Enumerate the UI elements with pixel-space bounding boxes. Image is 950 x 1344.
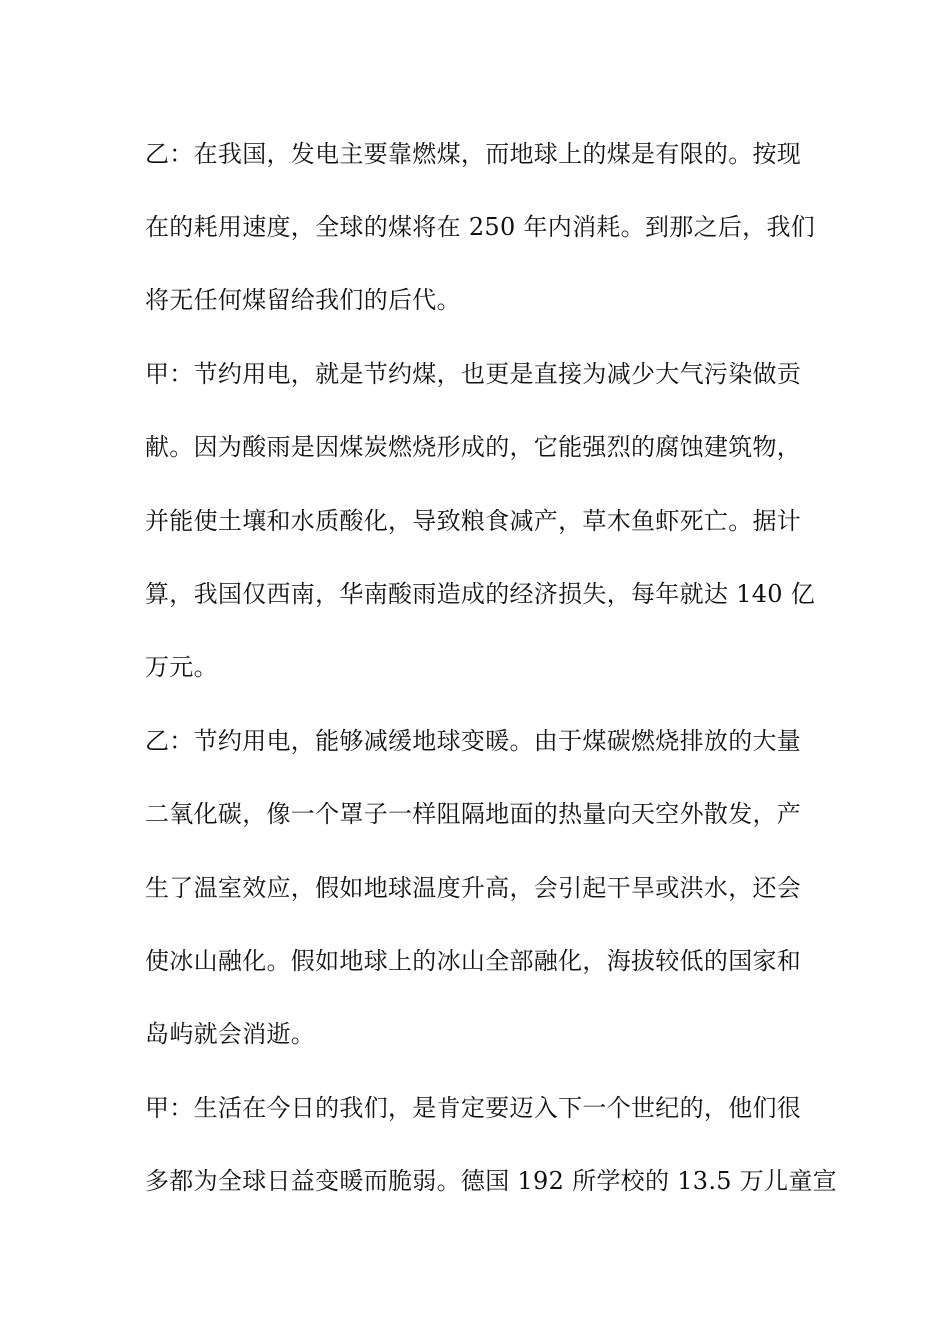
text-line: 甲：生活在今日的我们，是肯定要迈入下一个世纪的，他们很: [145, 1094, 802, 1122]
text-line: 乙：在我国，发电主要靠燃煤，而地球上的煤是有限的。按现: [145, 140, 802, 168]
text-line: 使冰山融化。假如地球上的冰山全部融化，海拔较低的国家和: [145, 947, 802, 975]
text-line: 二氧化碳，像一个罩子一样阻隔地面的热量向天空外散发，产: [145, 800, 802, 828]
text-line: 将无任何煤留给我们的后代。: [145, 286, 461, 314]
text-line: 万元。: [145, 653, 218, 681]
text-line: 献。因为酸雨是因煤炭燃烧形成的，它能强烈的腐蚀建筑物，: [145, 433, 802, 461]
text-line: 生了温室效应，假如地球温度升高，会引起干旱或洪水，还会: [145, 874, 802, 902]
text-line: 多都为全球日益变暖而脆弱。德国 192 所学校的 13.5 万儿童宣: [145, 1167, 837, 1195]
text-line: 甲：节约用电，就是节约煤，也更是直接为减少大气污染做贡: [145, 360, 802, 388]
text-line: 算，我国仅西南，华南酸雨造成的经济损失，每年就达 140 亿: [145, 580, 816, 608]
text-line: 岛屿就会消逝。: [145, 1020, 316, 1048]
text-line: 在的耗用速度，全球的煤将在 250 年内消耗。到那之后，我们: [145, 213, 816, 241]
text-line: 并能使土壤和水质酸化，导致粮食减产，草木鱼虾死亡。据计: [145, 507, 802, 535]
text-line: 乙：节约用电，能够减缓地球变暖。由于煤碳燃烧排放的大量: [145, 727, 802, 755]
